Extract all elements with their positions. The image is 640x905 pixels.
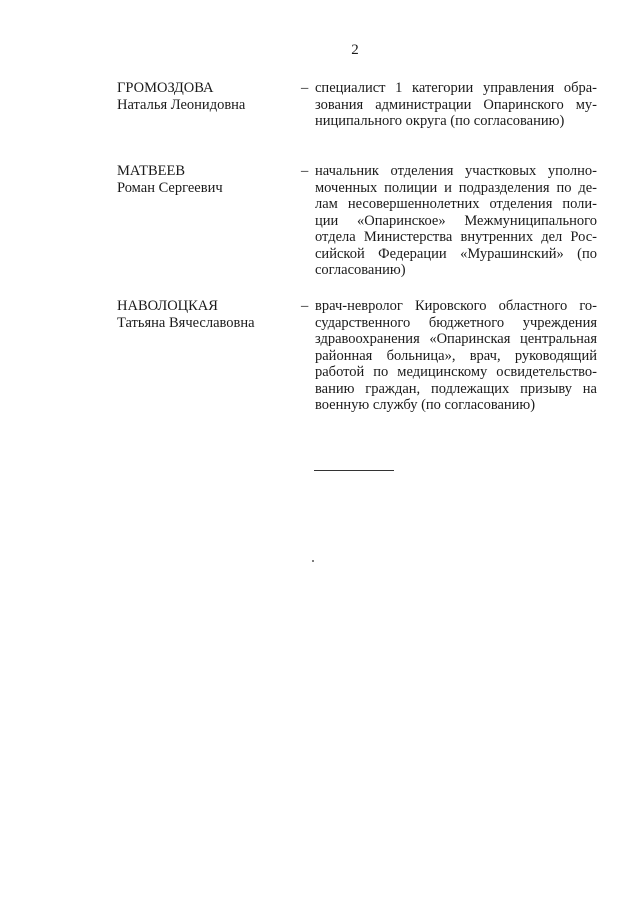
role-line: согласованию) [315,262,406,278]
member-name [117,163,292,196]
member-surname: ГРОМОЗДОВА [117,80,214,96]
member-role [315,298,597,414]
member-dash: – [301,80,309,96]
role-line: ванию граждан, подлежащих призыву на [315,380,597,397]
member-role [315,163,597,279]
role-line: районная больница», врач, руководящий [315,347,597,364]
role-line: военную службу (по согласованию) [315,397,536,413]
role-line: сийской Федерации «Мурашинский» (по [315,245,597,262]
role-line: лам несовершеннолетних отделения поли- [315,196,597,212]
role-line: отдела Министерства внутренних дел Рос- [315,229,597,245]
role-line: зования администрации Опаринского му- [315,96,597,113]
member-name [117,80,292,113]
scan-speck [312,560,314,562]
role-line: сударственного бюджетного учреждения [315,314,597,331]
role-line: здравоохранения «Опаринская центральная [315,331,597,347]
member-given-names: Татьяна Вячеславовна [117,314,255,331]
role-line: врач-невролог Кировского областного го- [315,298,597,314]
page-number: 2 [351,42,359,58]
member-dash: – [301,163,309,179]
role-line: специалист 1 категории управления обра- [315,80,597,96]
role-line: моченных полиции и подразделения по де- [315,179,597,196]
member-given-names: Роман Сергеевич [117,179,223,196]
role-line: начальник отделения участковых уполно- [315,163,597,179]
role-line: ниципального округа (по согласованию) [315,113,565,129]
role-line: ции «Опаринское» Межмуниципального [315,212,597,229]
member-given-names: Наталья Леонидовна [117,96,246,113]
separator-line [314,470,394,471]
member-dash: – [301,298,309,314]
member-role [315,80,597,130]
role-line: работой по медицинскому освидетельство- [315,364,597,380]
member-name [117,298,292,331]
member-surname: НАВОЛОЦКАЯ [117,298,218,314]
member-surname: МАТВЕЕВ [117,163,186,179]
